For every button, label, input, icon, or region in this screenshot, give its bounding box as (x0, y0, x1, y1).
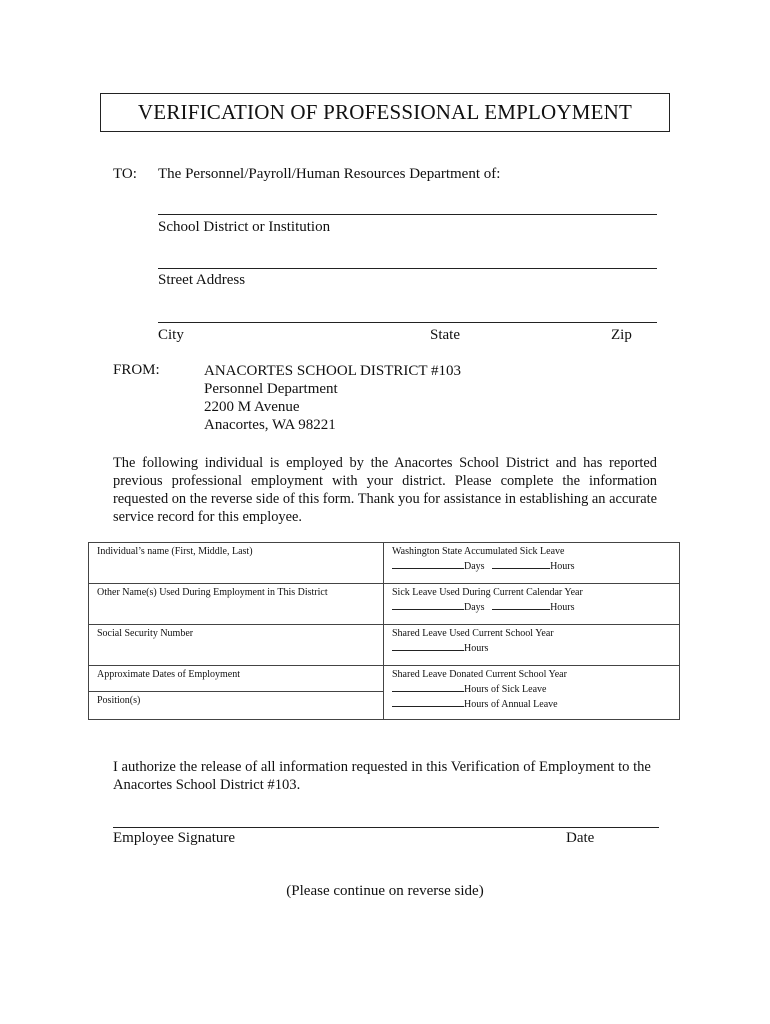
hours-sick-blank[interactable] (392, 681, 464, 692)
shared-donated-label: Shared Leave Donated Current School Year (392, 669, 567, 680)
zip-label: Zip (611, 327, 632, 343)
dates-label: Approximate Dates of Employment (97, 669, 241, 680)
individual-name-cell[interactable] (89, 543, 384, 584)
city-label: City (158, 327, 184, 343)
from-line: Anacortes, WA 98221 (204, 417, 336, 433)
hours-blank[interactable] (392, 640, 464, 651)
other-names-cell[interactable] (89, 584, 384, 625)
authorization-text: I authorize the release of all information requested in this Verification of Employment to the Anacortes School District #103. (113, 759, 651, 793)
to-label: TO: (113, 166, 137, 182)
date-label: Date (566, 830, 595, 846)
hours-label: Hours (464, 643, 489, 654)
school-district-label: School District or Institution (158, 219, 331, 235)
days-label: Days (464, 602, 485, 613)
shared-donated-cell[interactable] (384, 666, 680, 720)
school-district-line[interactable] (158, 214, 657, 215)
wa-sick-leave-label: Washington State Accumulated Sick Leave (392, 546, 565, 557)
state-label: State (430, 327, 460, 343)
hours-annual-blank[interactable] (392, 696, 464, 707)
position-label: Position(s) (97, 695, 141, 706)
sick-used-cell[interactable] (384, 584, 680, 625)
employment-info-table (88, 542, 680, 720)
from-line: Personnel Department (204, 381, 338, 397)
other-names-label: Other Name(s) Used During Employment in This District (97, 587, 328, 598)
from-line: 2200 M Avenue (204, 399, 300, 415)
form-title: VERIFICATION OF PROFESSIONAL EMPLOYMENT (100, 93, 670, 132)
hours-label: Hours (550, 602, 575, 613)
days-blank[interactable] (392, 599, 464, 610)
sick-used-label: Sick Leave Used During Current Calendar Year (392, 587, 583, 598)
hours-blank[interactable] (492, 599, 550, 610)
from-label: FROM: (113, 362, 160, 378)
city-state-zip-line[interactable] (158, 322, 657, 323)
days-blank[interactable] (392, 558, 464, 569)
shared-used-label: Shared Leave Used Current School Year (392, 628, 554, 639)
shared-used-cell[interactable] (384, 625, 680, 666)
employee-signature-label: Employee Signature (113, 830, 236, 846)
intro-paragraph: The following individual is employed by the Anacortes School District and has reported previous professional employment with your district. Please complete the information requested on the reverse side of this form. Thank you for assistance in establishing an accurate service record for this employee. (113, 455, 658, 525)
to-department-text: The Personnel/Payroll/Human Resources Department of: (158, 166, 501, 182)
individual-name-label: Individual’s name (First, Middle, Last) (97, 546, 253, 557)
signature-line[interactable] (113, 827, 659, 828)
dates-cell[interactable] (89, 666, 384, 692)
from-address (204, 362, 461, 434)
wa-sick-leave-cell[interactable] (384, 543, 680, 584)
hours-label: Hours (550, 561, 575, 572)
hours-blank[interactable] (492, 558, 550, 569)
days-label: Days (464, 561, 485, 572)
from-line: ANACORTES SCHOOL DISTRICT #103 (204, 363, 462, 379)
continue-note: (Please continue on reverse side) (286, 883, 484, 899)
hours-sick-label: Hours of Sick Leave (464, 684, 547, 695)
hours-annual-label: Hours of Annual Leave (464, 699, 558, 710)
street-address-label: Street Address (158, 272, 246, 288)
ssn-cell[interactable] (89, 625, 384, 666)
position-cell[interactable] (89, 692, 384, 720)
ssn-label: Social Security Number (97, 628, 194, 639)
street-address-line[interactable] (158, 268, 657, 269)
